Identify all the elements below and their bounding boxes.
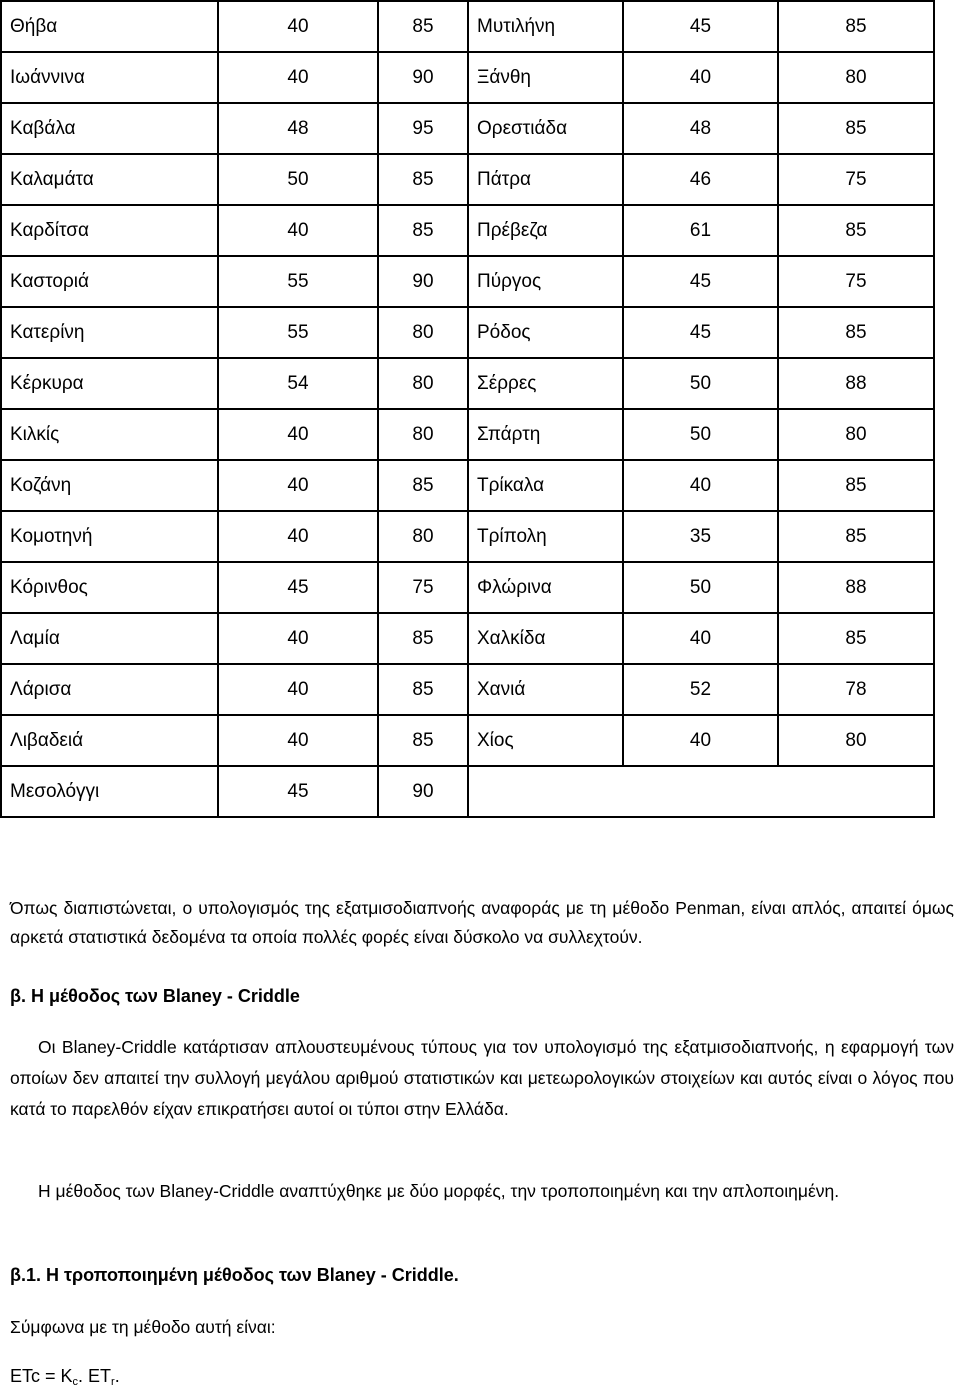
- table-cell-value: 80: [778, 52, 934, 103]
- table-cell-value: 85: [378, 715, 468, 766]
- table-cell-value: 85: [778, 511, 934, 562]
- table-cell-value: 85: [378, 154, 468, 205]
- table-cell-value: 40: [218, 715, 378, 766]
- table-cell-value: 50: [218, 154, 378, 205]
- table-cell-value: 88: [778, 562, 934, 613]
- table-cell-value: 35: [623, 511, 778, 562]
- table-cell-value: 46: [623, 154, 778, 205]
- table-cell-value: 75: [778, 154, 934, 205]
- table-cell-value: 45: [623, 307, 778, 358]
- formula-subscript-r: r: [111, 1376, 115, 1388]
- table-cell-value: 52: [623, 664, 778, 715]
- table-row: [1, 154, 934, 205]
- table-cell-city: Τρίπολη: [468, 511, 623, 562]
- table-cell-city: Κέρκυρα: [1, 358, 218, 409]
- table-cell-value: 90: [378, 256, 468, 307]
- paragraph-penman-note: Όπως διαπιστώνεται, ο υπολογισμός της εξατμισοδιαπνοής αναφοράς με τη μέθοδο Penman, είναι απλός, απαιτεί όμως αρκετά στατιστικά δεδομένα τα οποία πολλές φορές είναι δύσκολο να συλλεχτούν.: [10, 898, 954, 947]
- table-cell-city: Κόρινθος: [1, 562, 218, 613]
- table-cell-city: Χανιά: [468, 664, 623, 715]
- table-cell-city: Ορεστιάδα: [468, 103, 623, 154]
- table-cell-city: Λάρισα: [1, 664, 218, 715]
- table-cell-city: Τρίκαλα: [468, 460, 623, 511]
- table-cell-value: 80: [778, 715, 934, 766]
- table-cell-value: 90: [378, 766, 468, 817]
- table-cell-city: Καρδίτσα: [1, 205, 218, 256]
- table-row: [1, 1, 934, 52]
- table-cell-value: 54: [218, 358, 378, 409]
- table-cell-city: Λιβαδειά: [1, 715, 218, 766]
- table-cell-value: 40: [218, 460, 378, 511]
- table-row: [1, 562, 934, 613]
- table-row: [1, 511, 934, 562]
- table-cell-city: Φλώρινα: [468, 562, 623, 613]
- table-row: [1, 715, 934, 766]
- table-cell-value: 45: [623, 256, 778, 307]
- table-cell-value: 45: [623, 1, 778, 52]
- table-row: [1, 205, 934, 256]
- table-cell-value: 90: [378, 52, 468, 103]
- table-cell-value: 80: [378, 307, 468, 358]
- paragraph-blaney-criddle-intro: Οι Blaney-Criddle κατάρτισαν απλουστευμένους τύπους για τον υπολογισμό της εξατμισοδιαπνοής, η εφαρμογή των οποίων δεν απαιτεί την συλλογή μεγάλου αριθμού στατιστικών και μετεωρολογικών στοιχείων και αυτός είναι ο λόγος που κατά το παρελθόν είχαν επικρατήσει αυτοί οι τύποι στην Ελλάδα.: [10, 1037, 954, 1119]
- table-row: [1, 358, 934, 409]
- table-cell-city: Χαλκίδα: [468, 613, 623, 664]
- table-cell-city: Κομοτηνή: [1, 511, 218, 562]
- table-cell-city: Χίος: [468, 715, 623, 766]
- table-cell-value: 85: [778, 307, 934, 358]
- formula-lhs: ETc = K: [10, 1366, 73, 1386]
- paragraph-method-intro: Σύμφωνα με τη μέθοδο αυτή είναι:: [10, 1317, 276, 1337]
- table-row: [1, 307, 934, 358]
- formula-end: .: [114, 1366, 120, 1386]
- table-cell-value: 80: [378, 358, 468, 409]
- table-body: [1, 1, 934, 817]
- table-cell-value: 61: [623, 205, 778, 256]
- table-cell-value: 45: [218, 562, 378, 613]
- formula-etc: [10, 1364, 120, 1394]
- table-cell-value: 95: [378, 103, 468, 154]
- table-cell-value: 78: [778, 664, 934, 715]
- table-cell-value: 50: [623, 409, 778, 460]
- table-cell-city: Σέρρες: [468, 358, 623, 409]
- table-cell-value: 85: [778, 205, 934, 256]
- table-cell-city: Μεσολόγγι: [1, 766, 218, 817]
- table-cell-value: 88: [778, 358, 934, 409]
- table-cell-value: 85: [378, 460, 468, 511]
- table-row: [1, 460, 934, 511]
- table-cell-city: Ιωάννινα: [1, 52, 218, 103]
- table-row: [1, 409, 934, 460]
- table-cell-city: Θήβα: [1, 1, 218, 52]
- table-cell-value: 45: [218, 766, 378, 817]
- table-cell-value: 85: [378, 1, 468, 52]
- table-cell-city: Ξάνθη: [468, 52, 623, 103]
- table-cell-city: Καστοριά: [1, 256, 218, 307]
- paragraph-blaney-criddle-forms: Η μέθοδος των Blaney-Criddle αναπτύχθηκε με δύο μορφές, την τροποποιημένη και την απλοποιημένη.: [38, 1181, 840, 1201]
- table-cell-value: 50: [623, 358, 778, 409]
- table-cell-value: 48: [218, 103, 378, 154]
- table-cell-value: 80: [378, 409, 468, 460]
- formula-subscript-c: c: [72, 1376, 79, 1388]
- table-cell-city: Κατερίνη: [1, 307, 218, 358]
- table-cell-value: 85: [378, 613, 468, 664]
- table-cell-value: 40: [623, 715, 778, 766]
- table-cell-city: Κιλκίς: [1, 409, 218, 460]
- table-cell-value: 40: [218, 613, 378, 664]
- table-cell-value: 85: [378, 205, 468, 256]
- table-cell-value: 40: [623, 52, 778, 103]
- table-cell-value: 75: [778, 256, 934, 307]
- table-cell-value: 40: [218, 205, 378, 256]
- table-cell-value: 85: [778, 460, 934, 511]
- subsection-heading-modified-method: β.1. Η τροποποιημένη μέθοδος των Blaney - Criddle.: [10, 1265, 459, 1285]
- table-cell-value: 40: [218, 511, 378, 562]
- table-cell-value: 85: [378, 664, 468, 715]
- table-row: [1, 664, 934, 715]
- table-cell-value: 75: [378, 562, 468, 613]
- table-cell-city: Καβάλα: [1, 103, 218, 154]
- table-cell-city: Πύργος: [468, 256, 623, 307]
- table-cell-value: 55: [218, 256, 378, 307]
- table-cell-value: 40: [218, 52, 378, 103]
- table-row: [1, 256, 934, 307]
- table-cell-value: 50: [623, 562, 778, 613]
- table-row: [1, 613, 934, 664]
- table-cell-city: Λαμία: [1, 613, 218, 664]
- table-cell-value: 40: [218, 664, 378, 715]
- formula-mid: . ET: [78, 1366, 112, 1386]
- table-row: [1, 103, 934, 154]
- table-cell-value: 85: [778, 103, 934, 154]
- table-cell-city: Μυτιλήνη: [468, 1, 623, 52]
- table-row: [1, 766, 934, 817]
- table-cell-value: 40: [623, 613, 778, 664]
- table-cell-value: 85: [778, 613, 934, 664]
- table-cell-city: Σπάρτη: [468, 409, 623, 460]
- table-cell-empty: [468, 766, 934, 817]
- table-cell-value: 80: [378, 511, 468, 562]
- table-cell-city: Ρόδος: [468, 307, 623, 358]
- table-cell-value: 40: [218, 409, 378, 460]
- table-cell-city: Πρέβεζα: [468, 205, 623, 256]
- table-cell-value: 40: [218, 1, 378, 52]
- table-cell-value: 55: [218, 307, 378, 358]
- table-cell-city: Πάτρα: [468, 154, 623, 205]
- section-heading-blaney-criddle: β. Η μέθοδος των Blaney - Criddle: [10, 986, 300, 1006]
- table-cell-value: 48: [623, 103, 778, 154]
- table-row: [1, 52, 934, 103]
- table-cell-city: Κοζάνη: [1, 460, 218, 511]
- table-cell-value: 40: [623, 460, 778, 511]
- table-cell-value: 80: [778, 409, 934, 460]
- table-cell-value: 85: [778, 1, 934, 52]
- table-cell-city: Καλαμάτα: [1, 154, 218, 205]
